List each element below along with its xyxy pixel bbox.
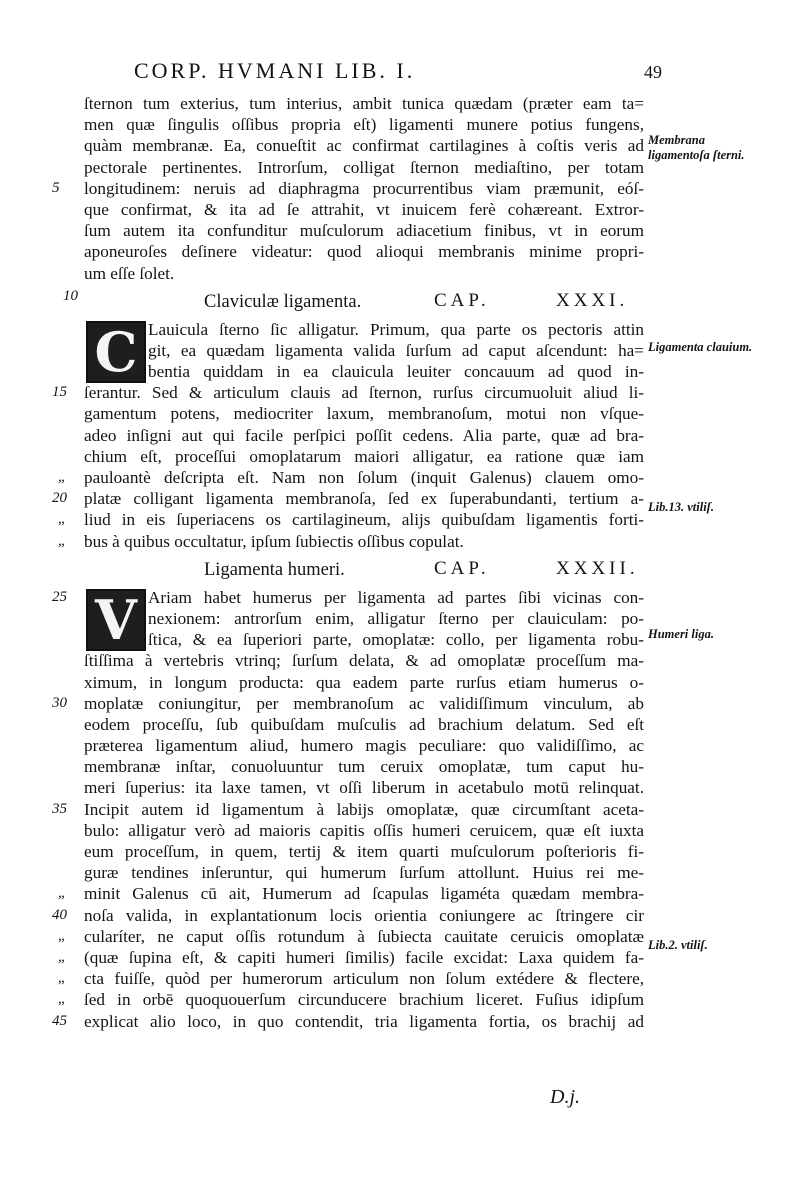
text-line	[58, 947, 644, 968]
text-line	[84, 714, 644, 735]
margin-note: Humeri liga.	[648, 627, 714, 641]
drop-capital: V	[86, 589, 146, 651]
margin-note: Lib.13. vtiliſ.	[648, 500, 714, 514]
line-text: bentia quiddam in ea clauicula leuiter concauum ad quod in-	[148, 362, 644, 382]
line-text: que confirmat, & ita ad ſe attrahit, vt inuicem ferè cohæreant. Extror-	[84, 199, 644, 219]
line-number: 40	[52, 906, 67, 923]
text-line	[52, 488, 644, 509]
line-number: „	[58, 532, 65, 549]
chapter-32-body	[52, 587, 644, 1032]
line-number: 35	[52, 800, 67, 817]
text-line	[58, 989, 644, 1010]
text-line	[84, 629, 644, 650]
line-text: aponeuroſes deſinere videatur: quod alioqui membranis minime propri-	[84, 242, 644, 262]
text-line	[52, 693, 644, 714]
page-number: 49	[644, 62, 662, 82]
line-text: pauloantè deſcripta eſt. Nam non ſolum (inquit Galenus) clauem omo-	[84, 468, 644, 487]
text-line	[84, 756, 644, 777]
chapter-heading-32	[84, 556, 644, 585]
signature-mark: D.j.	[550, 1086, 580, 1108]
line-text: cularíter, ne caput oſſis rotundum à ſubiecta cauitate ceruicis omoplatæ	[84, 926, 644, 946]
line-text: gamentum potens, mediocriter laxum, membranoſum, motui non vſque-	[84, 404, 644, 424]
line-number: „	[58, 885, 65, 902]
chapter-31-body	[52, 319, 644, 552]
chapter-title: Ligamenta humeri.	[204, 559, 345, 580]
text-line	[84, 425, 644, 446]
line-text: men quæ ſingulis oſſibus propria eſt) ligamenti munere potius fungens,	[84, 115, 644, 135]
line-text: explicat alio loco, in quo contendit, tria ligamenta fortia, os brachij ad	[84, 1011, 644, 1031]
chapter-title: Claviculæ ligamenta.	[204, 291, 362, 312]
chapter-heading-31	[63, 287, 644, 317]
line-text: nexionem: antrorſum enim, alligatur ſterno per clauiculam: po-	[148, 608, 644, 628]
text-line	[84, 319, 644, 340]
line-number: 10	[63, 287, 78, 304]
line-text: bus à quibus occultatur, ipſum ſubiectis oſſibus copulat.	[84, 531, 464, 551]
line-text: ximum, in longum producta: qua eadem parte rurſus etiam humerus o-	[84, 672, 644, 692]
line-number: „	[58, 948, 65, 965]
text-line	[84, 777, 644, 798]
text-line	[84, 263, 644, 284]
line-text: um eſſe ſolet.	[84, 263, 175, 283]
line-number: „	[58, 970, 65, 987]
line-text: meri ſuperius: ita laxe tamen, vt oſſi liberum in acetabulo motū relinquat.	[84, 778, 644, 798]
chapter-number: XXXII.	[556, 557, 639, 579]
text-line	[84, 650, 644, 671]
line-text: noſa valida, in explantationum locis orientia coniungere ac ſtringere cir	[84, 905, 644, 925]
line-text: ſtiſſima à vertebris vtrinq; ſurſum delata, & ad omoplatæ proceſſum ma-	[84, 651, 644, 671]
line-text: ſed in orbē quoquouerſum circunducere brachium liceret. Fuſius idipſum	[84, 990, 644, 1010]
text-line	[84, 93, 644, 114]
chapter-cap-label: CAP.	[434, 557, 490, 579]
line-text: membranæ inſtar, conuoluuntur tum ceruix omoplatæ, tum caput hu-	[84, 757, 644, 777]
text-line	[84, 446, 644, 467]
text-line	[52, 382, 644, 403]
line-text: moplatæ coniungitur, per membranoſum ac validiſſimum vinculum, ab	[84, 693, 644, 713]
line-text: ſtica, & ea ſuperiori parte, omoplatæ: collo, per ligamenta robu-	[148, 630, 644, 650]
line-text: Incipit autem id ligamentum à labijs omoplatæ, quæ circumſtant aceta-	[84, 799, 644, 819]
line-number: „	[58, 991, 65, 1008]
line-text: longitudinem: neruis ad diaphragma procurrentibus viam præmunit, eóſ-	[84, 178, 644, 198]
text-line	[58, 968, 644, 989]
text-line	[84, 361, 644, 382]
text-line	[58, 509, 644, 530]
line-number: 30	[52, 694, 67, 711]
line-text: bulo: alligatur verò ad maioris capitis oſſis humeri ceruicem, quæ eſt iuxta	[84, 820, 644, 840]
text-line	[84, 672, 644, 693]
text-line	[84, 862, 644, 883]
line-number: „	[58, 511, 65, 528]
running-head: CORP. HVMANI LIB. I.	[134, 58, 416, 83]
line-number: 15	[52, 384, 67, 401]
text-line	[84, 220, 644, 241]
line-text: eodem proceſſu, ſub quibuſdam muſculis ad brachium delatum. Sed eſt	[84, 714, 644, 734]
text-line	[84, 735, 644, 756]
drop-capital: C	[86, 321, 146, 383]
line-text: eum proceſſum, in quem, tertij & item quarti muſculorum poſterioris fi-	[84, 842, 644, 861]
line-text: git, ea quædam ligamenta valida ſurſum ad caput aſcendunt: ha=	[148, 340, 644, 360]
text-line	[84, 199, 644, 220]
text-line	[52, 799, 644, 820]
margin-note: Membrana ligamentoſa ſterni.	[648, 133, 745, 162]
text-line	[84, 135, 644, 156]
text-line	[58, 467, 644, 488]
line-text: ſum autem ita confunditur muſculorum adiacetium finibus, vt in eorum	[84, 221, 644, 241]
margin-note: Ligamenta clauium.	[648, 340, 753, 354]
main-text	[52, 93, 644, 1032]
line-text: platæ colligant ligamenta membranoſa, ſed ex ſuperabundanti, tertium a-	[84, 489, 644, 509]
line-text: adeo inſigni aut qui facile perſpici poſſit cedens. Alia parte, quæ ad bra-	[84, 425, 644, 445]
line-text: ſternon tum exterius, tum interius, ambit tunica quædam (præter eam ta=	[84, 94, 644, 113]
text-line	[52, 178, 644, 199]
text-line	[84, 403, 644, 424]
line-number: 5	[52, 179, 60, 196]
chapter-cap-label: CAP.	[434, 289, 490, 311]
text-line	[84, 157, 644, 178]
line-number: 45	[52, 1012, 67, 1029]
line-text: quàm membranæ. Ea, conueſtit ac confirmat cartilagines à coſtis veris ad	[84, 136, 644, 156]
line-text: chium eſt, proceſſui omoplatarum maiori alligatur, ea ratione quæ iam	[84, 446, 644, 466]
text-line	[52, 1011, 644, 1032]
text-line	[84, 114, 644, 135]
text-line	[58, 926, 644, 947]
text-line	[84, 340, 644, 361]
text-line	[84, 608, 644, 629]
line-text: (quæ ſupina eſt, & capiti humeri ſimilis) facile excidat: Laxa quidem fa-	[84, 947, 644, 967]
line-text: Lauicula ſterno ſic alligatur. Primum, qua parte os pectoris attin	[148, 319, 644, 339]
text-line	[58, 883, 644, 904]
running-header	[0, 58, 800, 88]
line-text: cta fuiſſe, quòd per humerorum articulum non ſolum extédere & flectere,	[84, 969, 644, 989]
line-number: 20	[52, 490, 67, 507]
text-line	[58, 531, 644, 552]
text-line	[52, 587, 644, 608]
text-line	[84, 241, 644, 262]
intro-paragraph	[52, 93, 644, 284]
margin-note: Lib.2. vtiliſ.	[648, 938, 708, 952]
text-line	[52, 905, 644, 926]
chapter-number: XXXI.	[556, 289, 629, 311]
line-text: minit Galenus cū ait, Humerum ad ſcapulas ligaméta quædam membra-	[84, 884, 644, 904]
text-line	[84, 820, 644, 841]
line-text: liud in eis ſuperiacens os cartilagineum, alijs quibuſdam ligamentis forti-	[84, 510, 644, 530]
line-number: „	[58, 469, 65, 485]
line-text: guræ tendines inſeruntur, qui humerum ſurſum attollunt. Huius rei me-	[84, 863, 644, 883]
text-line	[84, 841, 644, 862]
line-text: præterea ligamentum aliud, humero magis peculiare: quo validiſſimo, ac	[84, 736, 644, 756]
line-text: ſerantur. Sed & articulum clauis ad ſternon, rurſus circumuoluit aliud li-	[84, 383, 644, 403]
line-text: Ariam habet humerus per ligamenta ad partes ſibi vicinas con-	[148, 587, 644, 607]
line-number: „	[58, 927, 65, 944]
line-number: 25	[52, 588, 67, 605]
line-text: pectorale pertinentes. Introrſum, colligat ſternon mediaſtino, per totam	[84, 157, 644, 177]
